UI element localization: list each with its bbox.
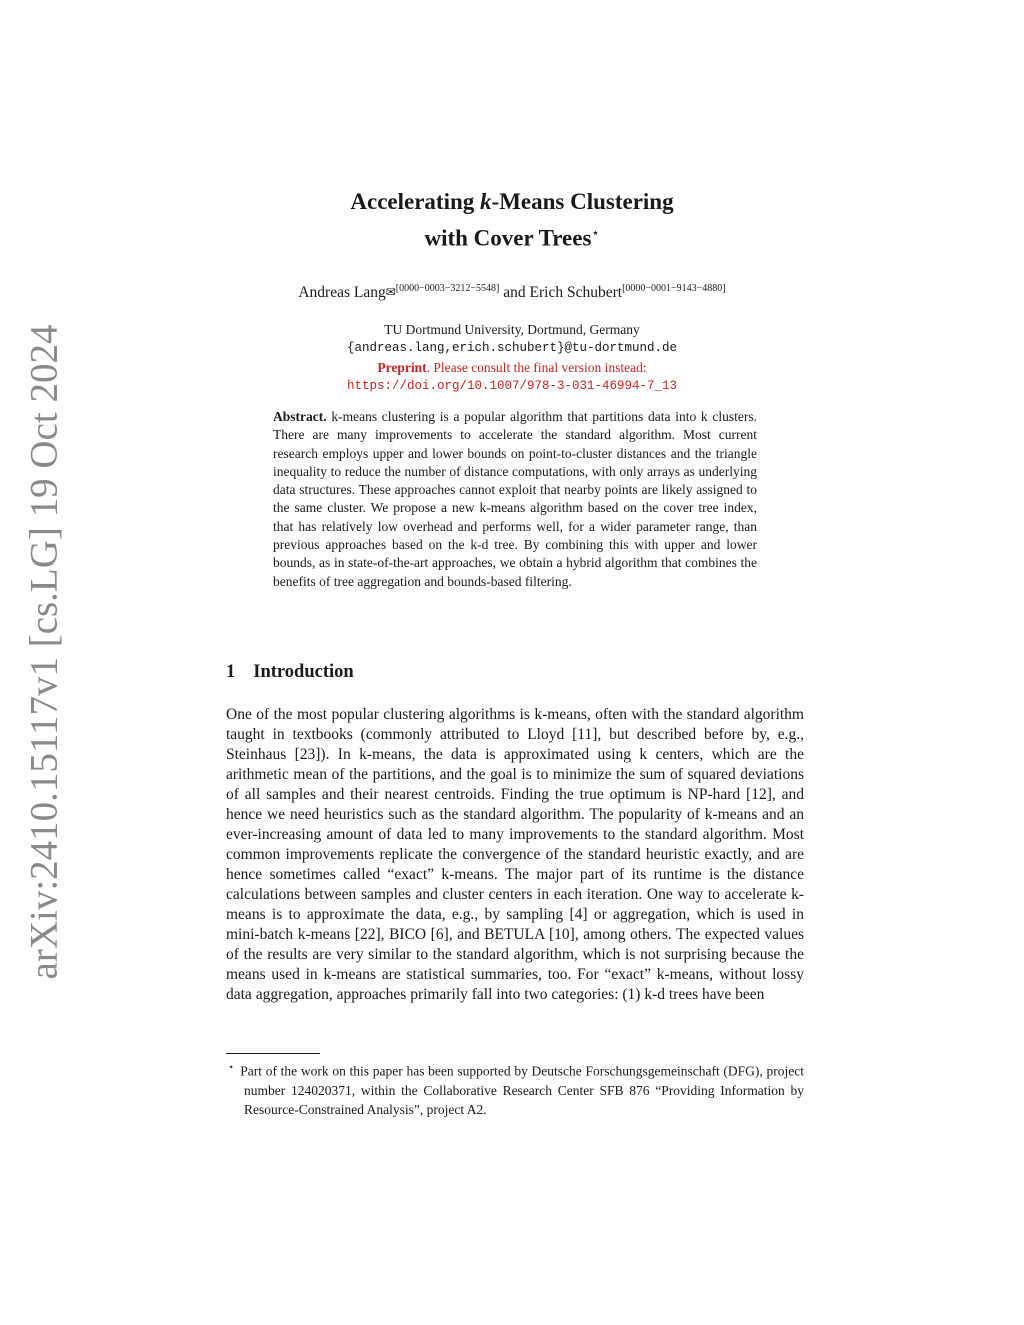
abstract [273, 408, 757, 591]
preprint-notice: Preprint. Please consult the final version instead: [377, 360, 647, 375]
section-heading-introduction [226, 662, 354, 683]
paper-title [0, 186, 1024, 254]
footnote-marker: ⋆ [228, 1062, 235, 1073]
abstract-text: k-means clustering is a popular algorithm that partitions data into k clusters. There are many improvements to accelerate the standard algorithm. Most current research employs upper and lower bounds on point-to-cluster distances and the triangle inequality to reduce the number of distance computations, with only arrays as underlying data structures. These approaches cannot exploit that nearby points are likely assigned to the same cluster. We propose a new k-means algorithm based on the cover tree index, that has relatively low overhead and performs well, for a wider parameter range, than previous approaches based on the k-d tree. By combining this with upper and lower bounds, as in state-of-the-art approaches, we obtain a hybrid algorithm that combines the benefits of tree aggregation and bounds-based filtering. [273, 409, 758, 589]
footnote [226, 1058, 804, 1119]
doi-link[interactable]: https://doi.org/10.1007/978-3-031-46994-7_13 [346, 379, 678, 393]
footnote-text: Part of the work on this paper has been supported by Deutsche Forschungsgemeinschaft (DFG), project number 124020371, within the Collaborative Research Center SFB 876 “Providing Information by Resource-Constrained Analysis”, project A2. [240, 1063, 804, 1117]
author-2-orcid: [0000−0001−9143−4880] [622, 283, 726, 294]
arxiv-side-stamp: arXiv:2410.15117v1 [cs.LG] 19 Oct 2024 [22, 324, 66, 980]
section-number: 1 [226, 662, 236, 682]
author-1: Andreas Lang [298, 284, 386, 302]
title-footnote-star: ⋆ [591, 225, 600, 240]
mail-icon: ✉ [385, 285, 396, 300]
author-list: Andreas Lang✉[0000−0003−3212−5548] and Erich Schubert[0000−0001−9143−4880] [298, 283, 726, 302]
section-title: Introduction [253, 662, 354, 682]
author-2: Erich Schubert [529, 284, 623, 302]
institution: TU Dortmund University, Dortmund, Germany [384, 322, 640, 337]
footnote-divider [226, 1053, 320, 1054]
author-1-orcid: [0000−0003−3212−5548] [395, 283, 500, 294]
abstract-label: Abstract. [273, 409, 327, 424]
title-line-1: Accelerating k-Means Clustering [350, 189, 674, 214]
introduction-paragraph: One of the most popular clustering algorithms is k-means, often with the standard algorithm taught in textbooks (commonly attributed to Lloyd [11], but described before by, e.g., Steinhaus [23]). In k-means, the data is approximated using k centers, which are the arithmetic mean of the partitions, and the goal is to minimize the sum of squared deviations of all samples and their nearest centroids. Finding the true optimum is NP-hard [12], and hence we need heuristics such as the standard algorithm. The popularity of k-means and an ever-increasing amount of data led to many improvements to the standard algorithm. Most common improvements replicate the convergence of the standard heuristic exactly, and are hence sometimes called “exact” k-means. The major part of its runtime is the distance calculations between samples and cluster centers in each iteration. One way to accelerate k-means is to approximate the data, e.g., by sampling [4] or aggregation, which is used in mini-batch k-means [22], BICO [6], and BETULA [10], among others. The expected values of the results are very similar to the standard algorithm, which is not surprising because the means used in k-means are statistical summaries, too. For “exact” k-means, without lossy data aggregation, approaches primarily fall into two categories: (1) k-d trees have been [226, 706, 804, 1003]
title-line-2: with Cover Trees⋆ [424, 225, 600, 251]
affiliation-block [0, 320, 1024, 396]
author-emails: {andreas.lang,erich.schubert}@tu-dortmund.de [346, 341, 678, 355]
